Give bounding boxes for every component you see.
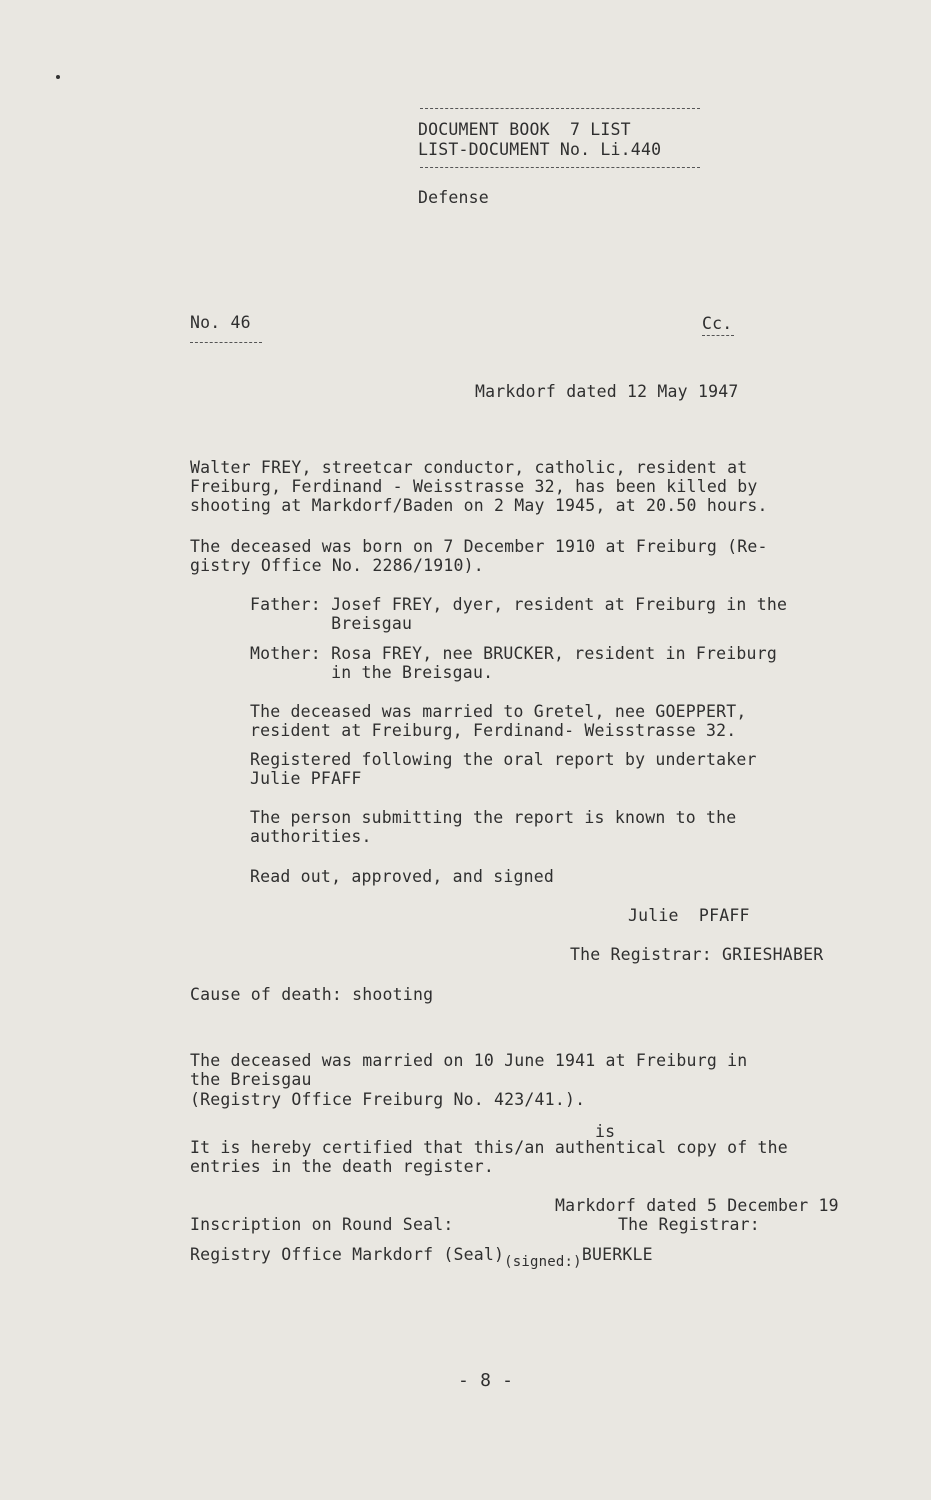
registered-line: Registered following the oral report by undertaker bbox=[250, 750, 757, 769]
copy-mark: Cc. bbox=[702, 314, 733, 333]
marriage-record-line: (Registry Office Freiburg No. 423/41.). bbox=[190, 1090, 586, 1109]
birth-line: The deceased was born on 7 December 1910 at Freiburg (Re- bbox=[190, 537, 768, 556]
header-rule-bottom bbox=[420, 167, 700, 168]
known-line: The person submitting the report is known to the bbox=[250, 808, 737, 827]
header-rule-top bbox=[420, 108, 700, 109]
copy-mark-underline bbox=[702, 335, 734, 336]
registrar-grieshaber: The Registrar: GRIESHABER bbox=[570, 945, 824, 964]
mother-line: in the Breisgau. bbox=[250, 663, 494, 682]
signed-name: BUERKLE bbox=[581, 1245, 653, 1264]
punch-mark bbox=[56, 75, 60, 79]
seal-label: Inscription on Round Seal: bbox=[190, 1215, 454, 1234]
party-label: Defense bbox=[418, 188, 489, 207]
read-out-line: Read out, approved, and signed bbox=[250, 867, 555, 886]
father-line: Father: Josef FREY, dyer, resident at Freiburg in the bbox=[250, 595, 788, 614]
place-date: Markdorf dated 12 May 1947 bbox=[475, 382, 739, 401]
certification-insert: is bbox=[595, 1122, 616, 1141]
signed-label: (signed:) bbox=[504, 1254, 582, 1270]
record-number: No. 46 bbox=[190, 313, 251, 332]
married-line: resident at Freiburg, Ferdinand- Weisstrasse 32. bbox=[250, 721, 737, 740]
marriage-record-line: the Breisgau bbox=[190, 1070, 312, 1089]
seal-text: Registry Office Markdorf (Seal) bbox=[190, 1245, 505, 1264]
death-entry-line: Freiburg, Ferdinand - Weisstrasse 32, has been killed by bbox=[190, 477, 758, 496]
birth-line: gistry Office No. 2286/1910). bbox=[190, 556, 484, 575]
marriage-record-line: The deceased was married on 10 June 1941 at Freiburg in bbox=[190, 1051, 748, 1070]
place-date-certification: Markdorf dated 5 December 19 bbox=[555, 1196, 839, 1215]
cause-of-death: Cause of death: shooting bbox=[190, 985, 434, 1004]
death-entry-line: Walter FREY, streetcar conductor, catholic, resident at bbox=[190, 458, 748, 477]
married-line: The deceased was married to Gretel, nee GOEPPERT, bbox=[250, 702, 747, 721]
signature-julie-pfaff: Julie PFAFF bbox=[628, 906, 750, 925]
mother-line: Mother: Rosa FREY, nee BRUCKER, resident in Freiburg bbox=[250, 644, 777, 663]
document-book-title: DOCUMENT BOOK 7 LIST bbox=[418, 120, 631, 139]
registered-line: Julie PFAFF bbox=[250, 769, 362, 788]
father-line: Breisgau bbox=[250, 614, 413, 633]
certification-line: entries in the death register. bbox=[190, 1157, 495, 1176]
record-number-underline bbox=[190, 342, 262, 343]
registrar-label: The Registrar: bbox=[618, 1215, 760, 1234]
list-document-number: LIST-DOCUMENT No. Li.440 bbox=[418, 140, 662, 159]
death-entry-line: shooting at Markdorf/Baden on 2 May 1945, at 20.50 hours. bbox=[190, 496, 768, 515]
page-number: - 8 - bbox=[458, 1370, 514, 1391]
known-line: authorities. bbox=[250, 827, 372, 846]
seal-inscription bbox=[190, 1245, 653, 1270]
certification-line: It is hereby certified that this/an authentical copy of the bbox=[190, 1138, 788, 1157]
